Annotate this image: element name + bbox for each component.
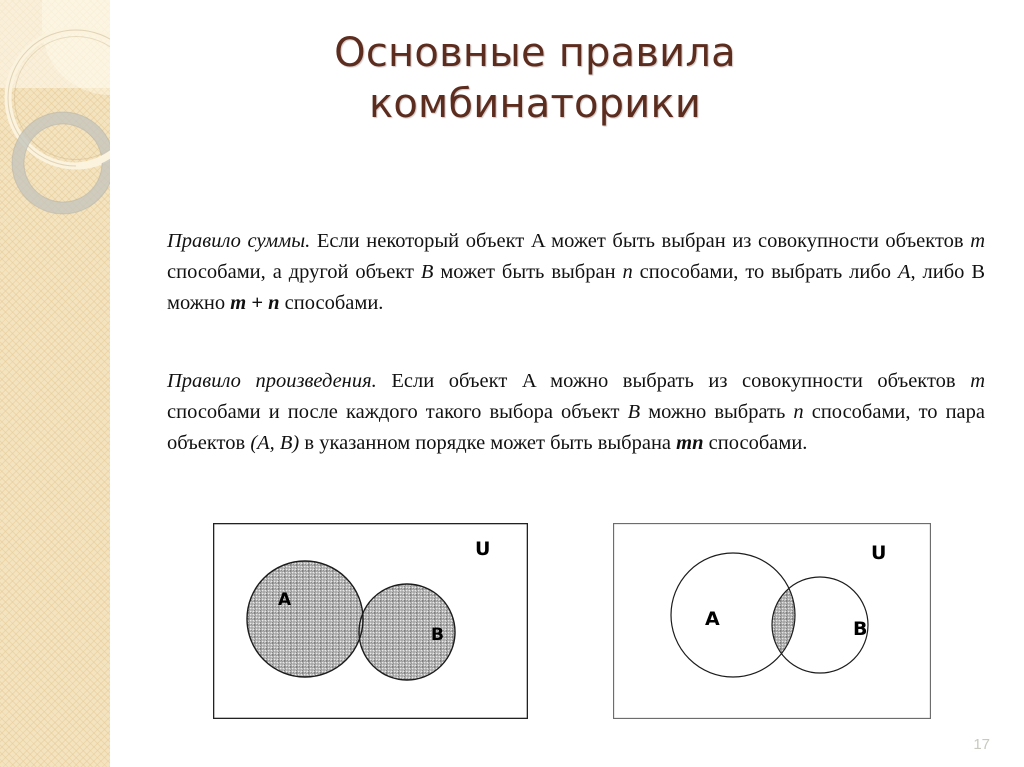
page-title-line-1: Основные правила: [334, 30, 736, 76]
page-title: [150, 28, 920, 130]
universe-label: U: [871, 542, 887, 564]
sum-rule-paragraph: Правило суммы. Если некоторый объект A может быть выбран из совокупности объектов m способами, а другой объект B может быть выбран n способами, то выбрать либо A, либо B можно m + n способами.: [167, 230, 985, 314]
page-title-line-2: комбинаторики: [368, 81, 702, 128]
product-rule-paragraph: Правило произведения. Если объект A можно выбрать из совокупности объектов m способами и после каждого такого выбора объект B можно выбрать n способами, то пара объектов (A, B) в указанном порядке может быть выбрана mn способами.: [167, 370, 986, 454]
venn-diagram-intersection: [613, 523, 931, 719]
sidebar-rings-decoration: [0, 0, 110, 767]
set-b-label: B: [853, 618, 868, 640]
decorative-sidebar: [0, 0, 110, 767]
page-number: 17: [973, 736, 990, 753]
sidebar-wedge: [42, 0, 110, 95]
set-a-label: A: [705, 608, 720, 630]
set-b-label: B: [431, 625, 444, 645]
venn-diagram-union: [213, 523, 528, 719]
set-a-label: A: [278, 590, 292, 610]
universe-label: U: [475, 538, 491, 560]
